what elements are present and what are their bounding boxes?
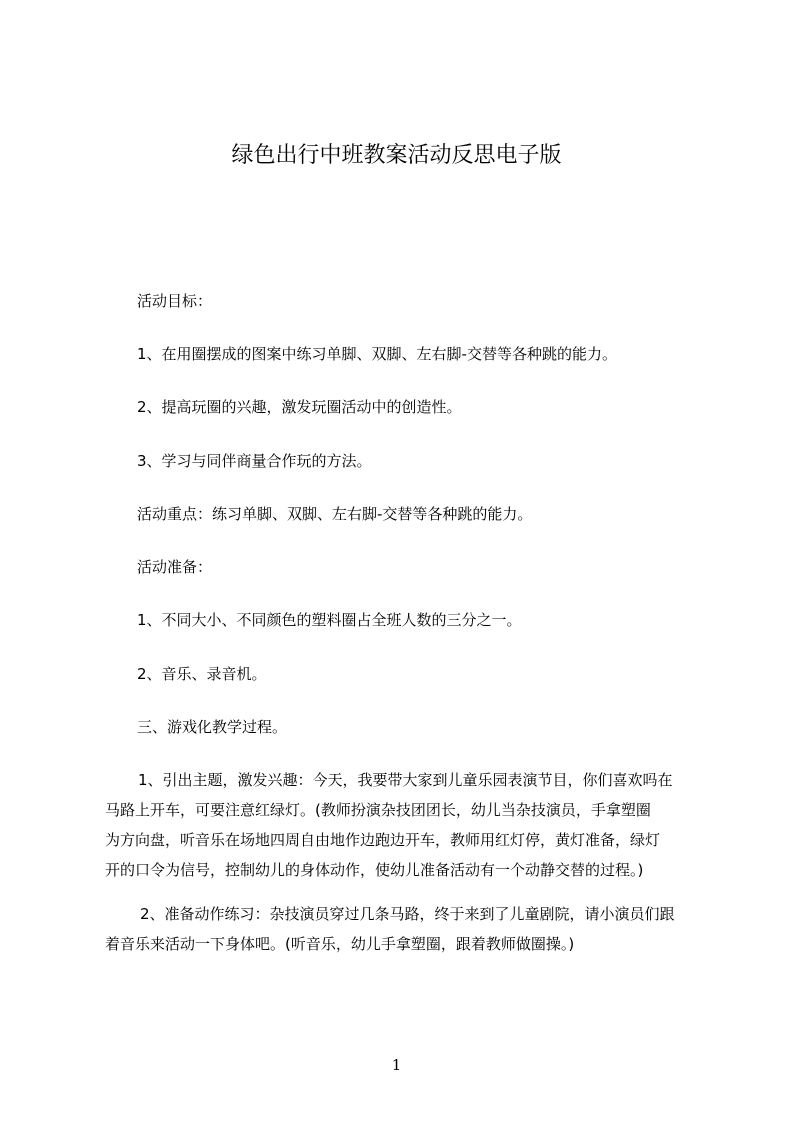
text-line: 3、学习与同伴商量合作玩的方法。 [137,452,372,470]
paragraph-warmup [105,899,675,959]
paragraph-line: 马路上开车，可要注意红绿灯。(教师扮演杂技团团长，幼儿当杂技演员，手拿塑圈 [105,801,651,819]
paragraph-line: 着音乐来活动一下身体吧。(听音乐，幼儿手拿塑圈，跟着教师做圈操。) [105,935,575,953]
text-line: 活动目标： [137,292,213,310]
text-line: 活动重点：练习单脚、双脚、左右脚-交替等各种跳的能力。 [137,505,533,523]
text-line: 1、不同大小、不同颜色的塑料圈占全班人数的三分之一。 [137,611,522,629]
text-line: 活动准备： [137,558,213,576]
text-line: 1、在用圈摆成的图案中练习单脚、双脚、左右脚-交替等各种跳的能力。 [137,345,617,363]
paragraph-line: 为方向盘，听音乐在场地四周自由地作边跑边开车，教师用红灯停，黄灯准备，绿灯 [105,831,661,849]
paragraph-intro [105,765,673,885]
paragraph-line: 2、准备动作练习：杂技演员穿过几条马路，终于来到了儿童剧院，请小演员们跟 [140,905,675,923]
text-line: 2、音乐、录音机。 [137,665,267,683]
document-title: 绿色出行中班教案活动反思电子版 [231,143,562,168]
paragraph-line: 1、引出主题，激发兴趣：今天，我要带大家到儿童乐园表演节目，你们喜欢吗在 [138,771,673,789]
text-line: 三、游戏化教学过程。 [137,718,288,736]
text-line: 2、提高玩圈的兴趣，激发玩圈活动中的创造性。 [137,398,462,416]
paragraph-line: 开的口令为信号，控制幼儿的身体动作，使幼儿准备活动有一个动静交替的过程。) [105,861,644,879]
page-number: 1 [391,1056,402,1074]
